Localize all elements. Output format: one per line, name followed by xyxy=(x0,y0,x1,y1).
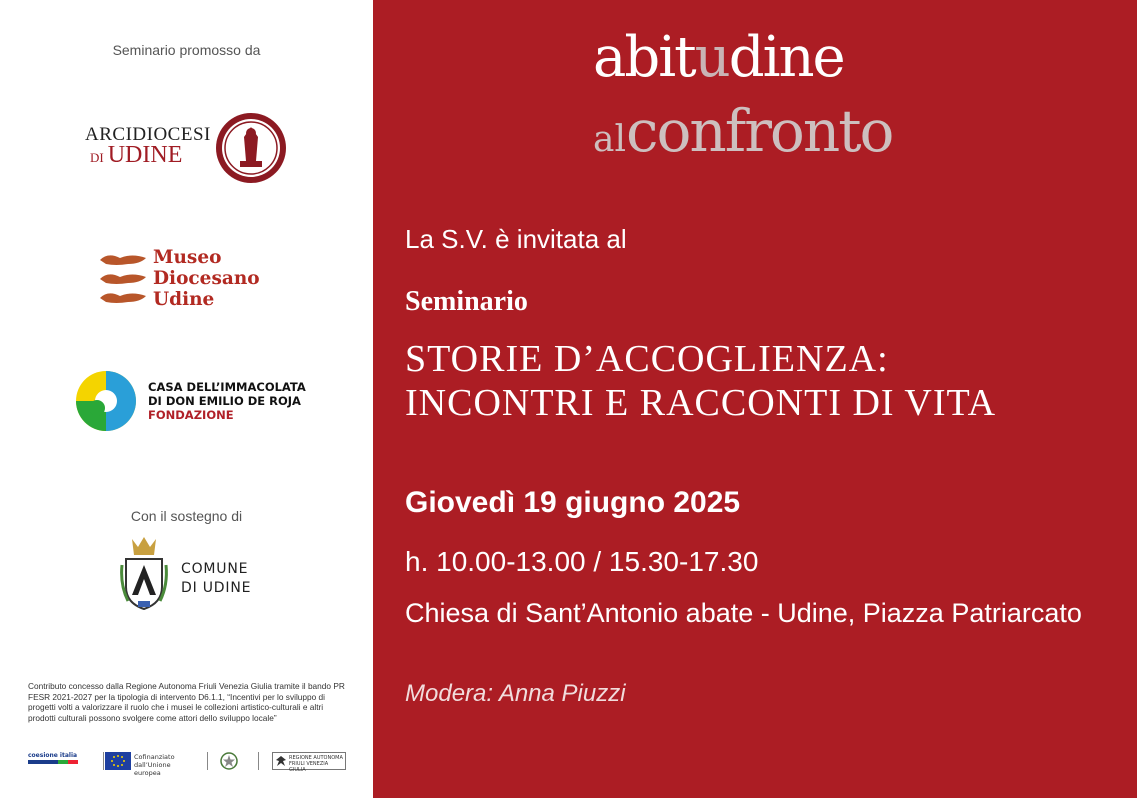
title-line: INCONTRI E RACCONTI DI VITA xyxy=(405,382,997,424)
museo-line: Museo xyxy=(153,247,222,268)
seminar-label: Seminario xyxy=(405,286,528,317)
comune-line: DI UDINE xyxy=(181,580,252,596)
brand-al: al xyxy=(593,119,626,160)
comune-line: COMUNE xyxy=(181,561,249,577)
eagle-icon xyxy=(275,755,287,767)
arcidiocesi-name: ARCIDIOCESI xyxy=(85,124,211,145)
brand-u: u xyxy=(694,25,729,90)
casa-immacolata-name xyxy=(148,380,306,422)
funding-footnote: Contributo concesso dalla Regione Autonoma Friuli Venezia Giulia tramite il bando PR FESR 2021-2027 per la tipologia di intervento D6.1.1, “Incentivi per lo sviluppo di progetti volti a valorizzare il ruolo che i musei le collezioni artistico-culturali e altri prodotti culturali possono svolgere come attori dello sviluppo locale” xyxy=(28,681,345,724)
italian-republic-emblem-icon xyxy=(220,751,238,771)
eu-flag-icon xyxy=(105,752,131,770)
brand-line2 xyxy=(593,97,893,165)
casa-immacolata-logo-icon xyxy=(75,370,137,432)
brand-abit: abit xyxy=(593,25,695,90)
arcidiocesi-seal-icon xyxy=(214,111,288,185)
moderator: Modera: Anna Piuzzi xyxy=(405,680,626,707)
seminar-title xyxy=(405,337,996,425)
arcidiocesi-di: DI xyxy=(90,150,104,165)
casa-line: CASA DELL’IMMACOLATA xyxy=(148,380,306,394)
casa-line: DI DON EMILIO DE ROJA xyxy=(148,394,301,408)
event-place: Chiesa di Sant’Antonio abate - Udine, Piazza Patriarcato xyxy=(405,598,1082,628)
support-label: Con il sostegno di xyxy=(130,508,243,524)
museo-line: Udine xyxy=(153,289,215,310)
promoted-by-label: Seminario promosso da xyxy=(112,42,261,58)
event-time: h. 10.00-13.00 / 15.30-17.30 xyxy=(405,546,759,577)
invitation-text: La S.V. è invitata al xyxy=(405,224,627,254)
museo-line: Diocesano xyxy=(153,268,260,289)
brand-line1 xyxy=(593,25,844,90)
sponsor-panel xyxy=(0,0,373,798)
comune-name xyxy=(181,560,251,598)
regione-text: REGIONE AUTONOMA FRIULI VENEZIA GIULIA xyxy=(289,755,343,773)
coesione-text: coesione italia xyxy=(28,752,78,759)
museo-lions-icon xyxy=(98,250,150,308)
event-date: Giovedì 19 giugno 2025 xyxy=(405,486,741,519)
eu-cofinanced-text: Cofinanziato dall’Unione europea xyxy=(134,753,175,777)
museo-name xyxy=(153,247,260,310)
regione-fvg-logo xyxy=(272,752,346,773)
brand-confronto: confronto xyxy=(625,97,893,165)
brand-dine: dine xyxy=(728,25,844,90)
arcidiocesi-city xyxy=(90,142,182,169)
arcidiocesi-udine: UDINE xyxy=(107,142,183,168)
casa-fondazione: FONDAZIONE xyxy=(148,408,234,422)
comune-coat-of-arms-icon xyxy=(118,535,170,613)
title-line: STORIE D’ACCOGLIENZA: xyxy=(405,338,889,380)
coesione-italia-logo xyxy=(28,752,84,770)
